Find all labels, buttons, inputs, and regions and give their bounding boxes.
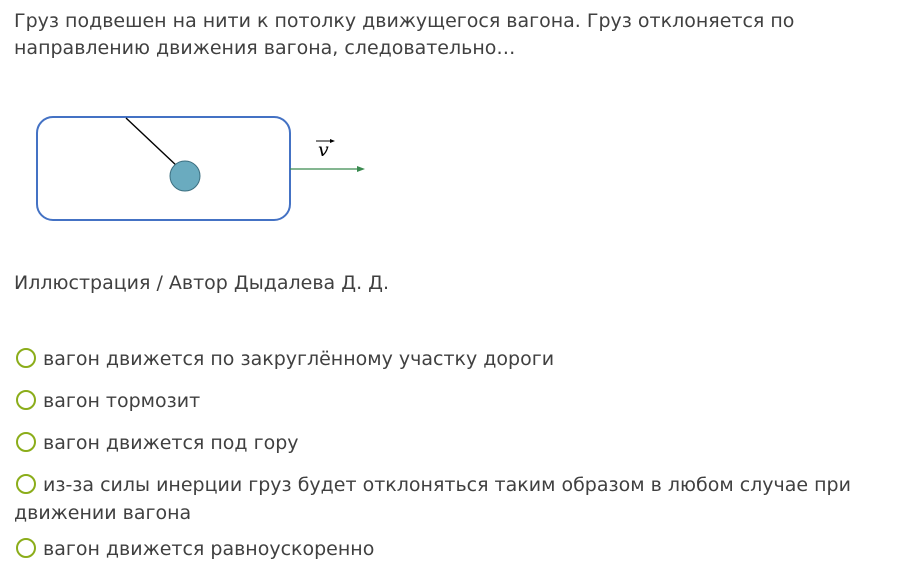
velocity-vector-bar-tip bbox=[330, 139, 335, 143]
answer-option-4[interactable] bbox=[14, 471, 874, 527]
radio-button[interactable] bbox=[16, 348, 36, 368]
answer-option-label: вагон тормозит bbox=[43, 390, 201, 412]
pendulum-weight bbox=[170, 161, 200, 191]
radio-button[interactable] bbox=[16, 538, 36, 558]
answer-option-label: вагон движется по закруглённому участку дороги bbox=[43, 348, 555, 370]
illustration-caption: Иллюстрация / Автор Дыдалева Д. Д. bbox=[14, 272, 390, 294]
answer-option-label: вагон движется равноускоренно bbox=[43, 538, 375, 560]
illustration bbox=[30, 108, 390, 230]
answer-option-label: из-за силы инерции груз будет отклоняться таким образом в любом случае при движении вагона bbox=[14, 474, 851, 524]
answer-options bbox=[14, 345, 874, 563]
answer-option-2[interactable] bbox=[14, 387, 874, 415]
radio-button[interactable] bbox=[16, 474, 36, 494]
answer-option-1[interactable] bbox=[14, 345, 874, 373]
radio-button[interactable] bbox=[16, 390, 36, 410]
answer-option-5[interactable] bbox=[14, 535, 874, 563]
answer-option-label: вагон движется под гору bbox=[43, 432, 299, 454]
wagon-diagram bbox=[30, 108, 390, 230]
answer-option-3[interactable] bbox=[14, 429, 874, 457]
velocity-arrow-head bbox=[357, 166, 365, 172]
radio-button[interactable] bbox=[16, 432, 36, 452]
velocity-label: v bbox=[318, 139, 329, 161]
wagon-body bbox=[37, 117, 290, 220]
question-text: Груз подвешен на нити к потолку движущегося вагона. Груз отклоняется по направлению движения вагона, следовательно… bbox=[14, 10, 795, 59]
